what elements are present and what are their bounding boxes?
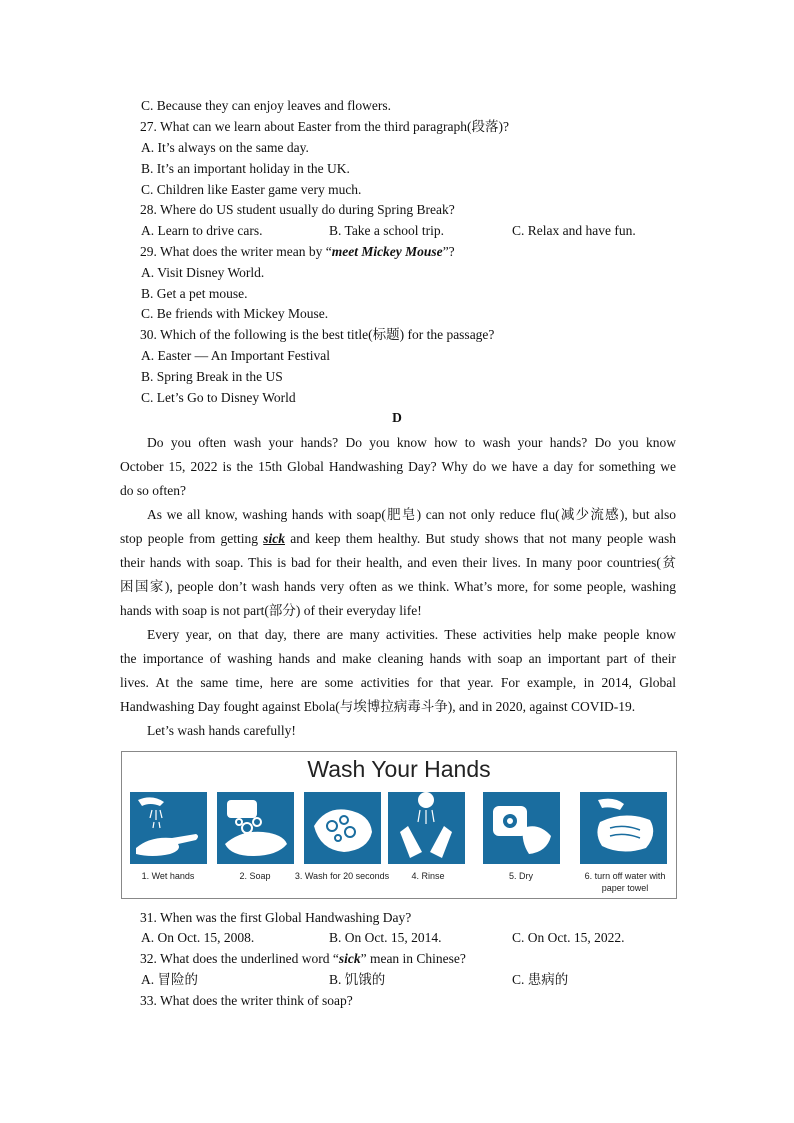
q31-stem: 31. When was the first Global Handwashing Day? — [140, 910, 412, 925]
q32-stem: 32. What does the underlined word “sick” mean in Chinese? — [140, 951, 466, 966]
q30-option-b: B. Spring Break in the US — [141, 369, 283, 384]
q29-option-c: C. Be friends with Mickey Mouse. — [141, 306, 329, 321]
q32-option-c: C. 患病的 — [512, 972, 569, 987]
paragraph-1-line-2: October 15, 2022 is the 15th Global Handwashing Day? Why do we have a day for something we — [120, 459, 676, 474]
paragraph-3-line-2: the importance of washing hands and make cleaning hands with soap an important part of their — [120, 651, 676, 666]
paragraph-2-line-4: 困国家), people don’t wash hands very often as we think. What’s more, for some people, washing — [120, 579, 676, 594]
q31-option-a: A. On Oct. 15, 2008. — [141, 930, 255, 945]
paragraph-3-line-3: lives. At the same time, here are some activities for that year. For example, in 2014, Global — [120, 675, 676, 690]
q33-stem: 33. What does the writer think of soap? — [140, 993, 353, 1008]
q28-option-c: C. Relax and have fun. — [512, 223, 636, 238]
step-3-caption: 3. Wash for 20 seconds — [294, 871, 390, 881]
step-2-caption: 2. Soap — [239, 871, 271, 881]
q29-option-b: B. Get a pet mouse. — [141, 286, 248, 301]
dry-icon — [483, 792, 560, 864]
q32-option-a: A. 冒险的 — [141, 972, 198, 987]
paragraph-2-line-3: their hands with soap. This is bad for their health, and even their lives. In many poor countries(贫 — [120, 555, 676, 570]
q28-option-b: B. Take a school trip. — [329, 223, 445, 238]
q31-option-b: B. On Oct. 15, 2014. — [329, 930, 442, 945]
underlined-word-sick: sick — [263, 531, 285, 546]
q28-stem: 28. Where do US student usually do during Spring Break? — [140, 202, 455, 217]
q26-option-c: C. Because they can enjoy leaves and flowers. — [141, 98, 392, 113]
paragraph-2-line-5: hands with soap is not part(部分) of their everyday life! — [120, 603, 422, 618]
paragraph-3-line-1: Every year, on that day, there are many activities. These activities help make people know — [147, 627, 676, 642]
paragraph-3-line-4: Handwashing Day fought against Ebola(与埃博拉病毒斗争), and in 2020, against COVID-19. — [120, 699, 636, 714]
step-1-caption: 1. Wet hands — [141, 871, 195, 881]
paragraph-2-line-2: stop people from getting sick and keep them healthy. But study shows that not many people wash — [120, 531, 676, 546]
q29-emphasis: meet Mickey Mouse — [331, 244, 443, 259]
q32-option-b: B. 饥饿的 — [329, 972, 386, 987]
q27-option-a: A. It’s always on the same day. — [141, 140, 309, 155]
step-5-caption: 5. Dry — [508, 871, 533, 881]
q30-option-a: A. Easter — An Important Festival — [141, 348, 330, 363]
q27-option-b: B. It’s an important holiday in the UK. — [141, 161, 350, 176]
step-6-caption: 6. turn off water with paper towel — [584, 871, 666, 893]
figure-title: Wash Your Hands — [307, 756, 491, 782]
paragraph-1-line-1: Do you often wash your hands? Do you know how to wash your hands? Do you know — [147, 435, 676, 450]
paragraph-2-line-1: As we all know, washing hands with soap(肥皂) can not only reduce flu(减少流感), but also — [147, 507, 676, 522]
wet-hands-icon — [130, 792, 207, 864]
q29-option-a: A. Visit Disney World. — [141, 265, 265, 280]
paragraph-4: Let’s wash hands carefully! — [147, 723, 296, 738]
q27-stem: 27. What can we learn about Easter from the third paragraph(段落)? — [140, 119, 509, 134]
wash-hands-figure — [121, 751, 677, 899]
q28-option-a: A. Learn to drive cars. — [141, 223, 263, 238]
rinse-icon — [388, 792, 465, 864]
step-4-caption: 4. Rinse — [411, 871, 445, 881]
section-heading: D — [392, 410, 402, 425]
wash-20-seconds-icon — [304, 792, 381, 864]
q27-option-c: C. Children like Easter game very much. — [141, 182, 362, 197]
soap-icon — [217, 792, 294, 864]
turn-off-water-icon — [580, 792, 667, 864]
q32-emphasis: sick — [338, 951, 361, 966]
q30-option-c: C. Let’s Go to Disney World — [141, 390, 296, 405]
q30-stem: 30. Which of the following is the best title(标题) for the passage? — [140, 327, 495, 342]
q31-option-c: C. On Oct. 15, 2022. — [512, 930, 625, 945]
paragraph-1-line-3: do so often? — [120, 483, 186, 498]
q29-stem: 29. What does the writer mean by “meet Mickey Mouse”? — [140, 244, 455, 259]
